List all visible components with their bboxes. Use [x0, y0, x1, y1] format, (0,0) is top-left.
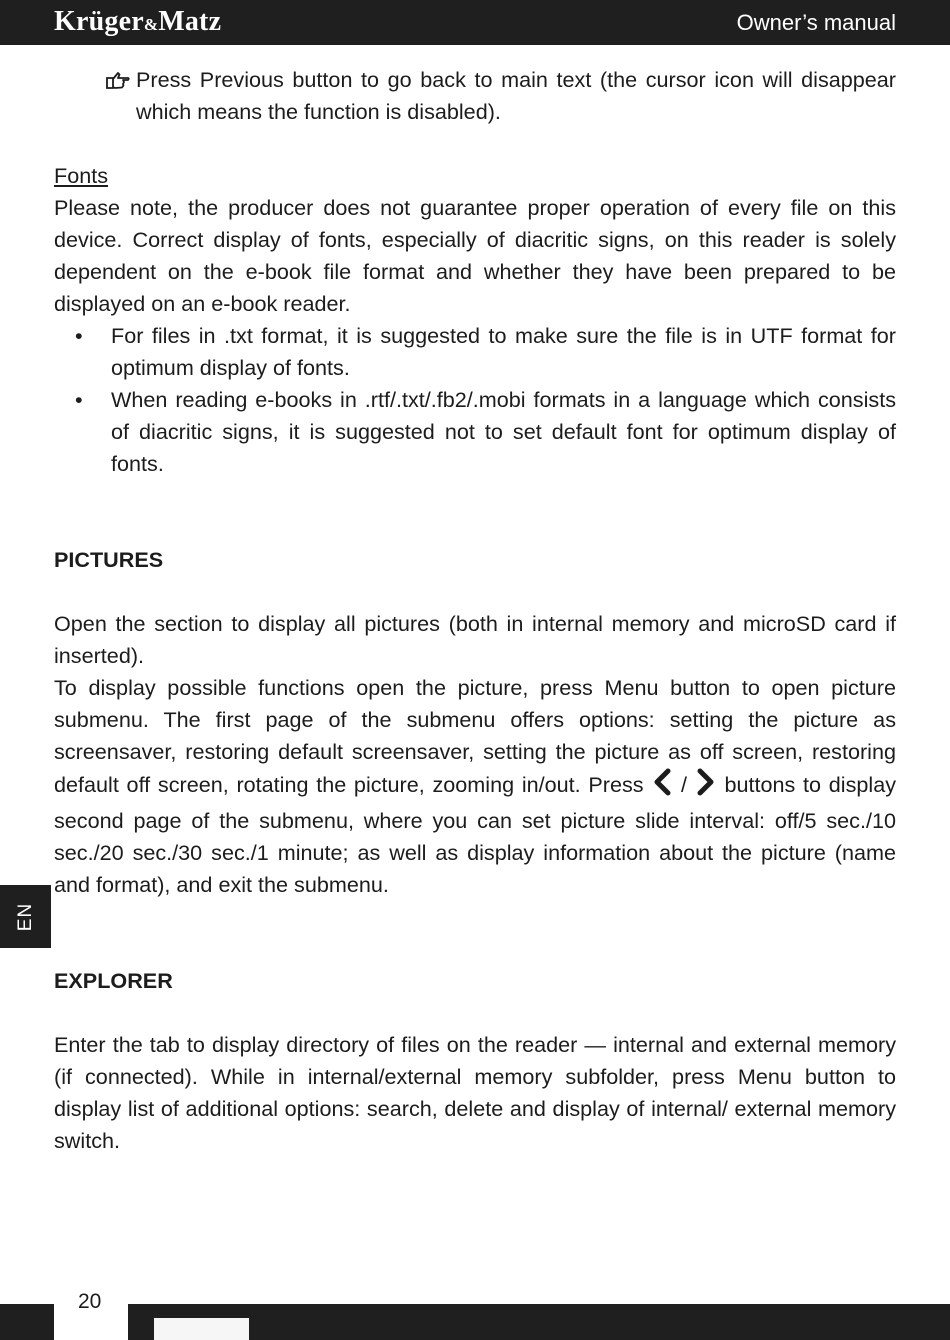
brand-tail: Matz [158, 6, 222, 37]
fonts-bullet-list [54, 320, 896, 480]
pictures-para-1: Open the section to display all pictures (both in internal memory and microSD card if inserted). [54, 611, 896, 668]
brand-logo [54, 6, 221, 38]
pictures-para-2-start: To display possible functions open the picture, press Menu button to open picture submenu. The first page of the submenu offers options: setting the picture as screensaver, restoring default screensaver, setting the picture as off screen, restoring default off screen, rotating the picture, zooming in/out. Press [54, 675, 896, 798]
note-row [54, 64, 896, 128]
list-item-text: For files in .txt format, it is suggested to make sure the file is in UTF format for optimum display of fonts. [111, 323, 896, 380]
brand-ampersand: & [143, 15, 159, 34]
pointing-hand-icon [106, 64, 136, 96]
brand-main: Krüger [54, 6, 144, 37]
fonts-intro: Please note, the producer does not guarantee proper operation of every file on this device. Correct display of fonts, especially of diacritic signs, on this reader is solely dependent on the e-book file format and whether they have been prepared to be displayed on an e-book reader. [54, 195, 896, 316]
language-tab [0, 885, 51, 948]
page-header [0, 0, 950, 45]
pictures-para-2-end: buttons to display second page of the submenu, where you can set picture slide interval: off/5 sec./10 sec./20 sec./30 sec./1 minute; as well as display information about the picture (name and format), and exit the submenu. [54, 772, 897, 897]
pictures-para-2 [54, 672, 896, 901]
page-number: 20 [78, 1290, 102, 1313]
explorer-title: EXPLORER [54, 968, 173, 993]
note-text: Press Previous button to go back to main text (the cursor icon will disappear which means the function is disabled). [136, 67, 896, 124]
chevron-left-icon [651, 768, 673, 805]
list-item-text: When reading e-books in .rtf/.txt/.fb2/.mobi formats in a language which consists of diacritic signs, it is suggested not to set default font for optimum display of fonts. [111, 387, 896, 476]
fonts-heading: Fonts [54, 163, 109, 188]
bullet-marker: • [75, 387, 83, 412]
list-item [54, 320, 896, 384]
language-label: EN [14, 902, 36, 931]
separator-slash: / [681, 772, 688, 798]
footer-bar [128, 1304, 950, 1340]
bullet-marker: • [75, 323, 83, 348]
explorer-para: Enter the tab to display directory of files on the reader — internal and external memory (if connected). While in internal/external memory subfolder, press Menu button to display list of additional options: search, delete and display of internal/ external memory switch. [54, 1032, 896, 1153]
chevron-right-icon [695, 768, 717, 805]
list-item [54, 384, 896, 480]
page-content [54, 64, 896, 1157]
footer-light-block [154, 1318, 249, 1340]
footer-left-block [0, 1304, 54, 1340]
manual-label: Owner’s manual [736, 10, 896, 35]
pictures-title: PICTURES [54, 547, 164, 572]
